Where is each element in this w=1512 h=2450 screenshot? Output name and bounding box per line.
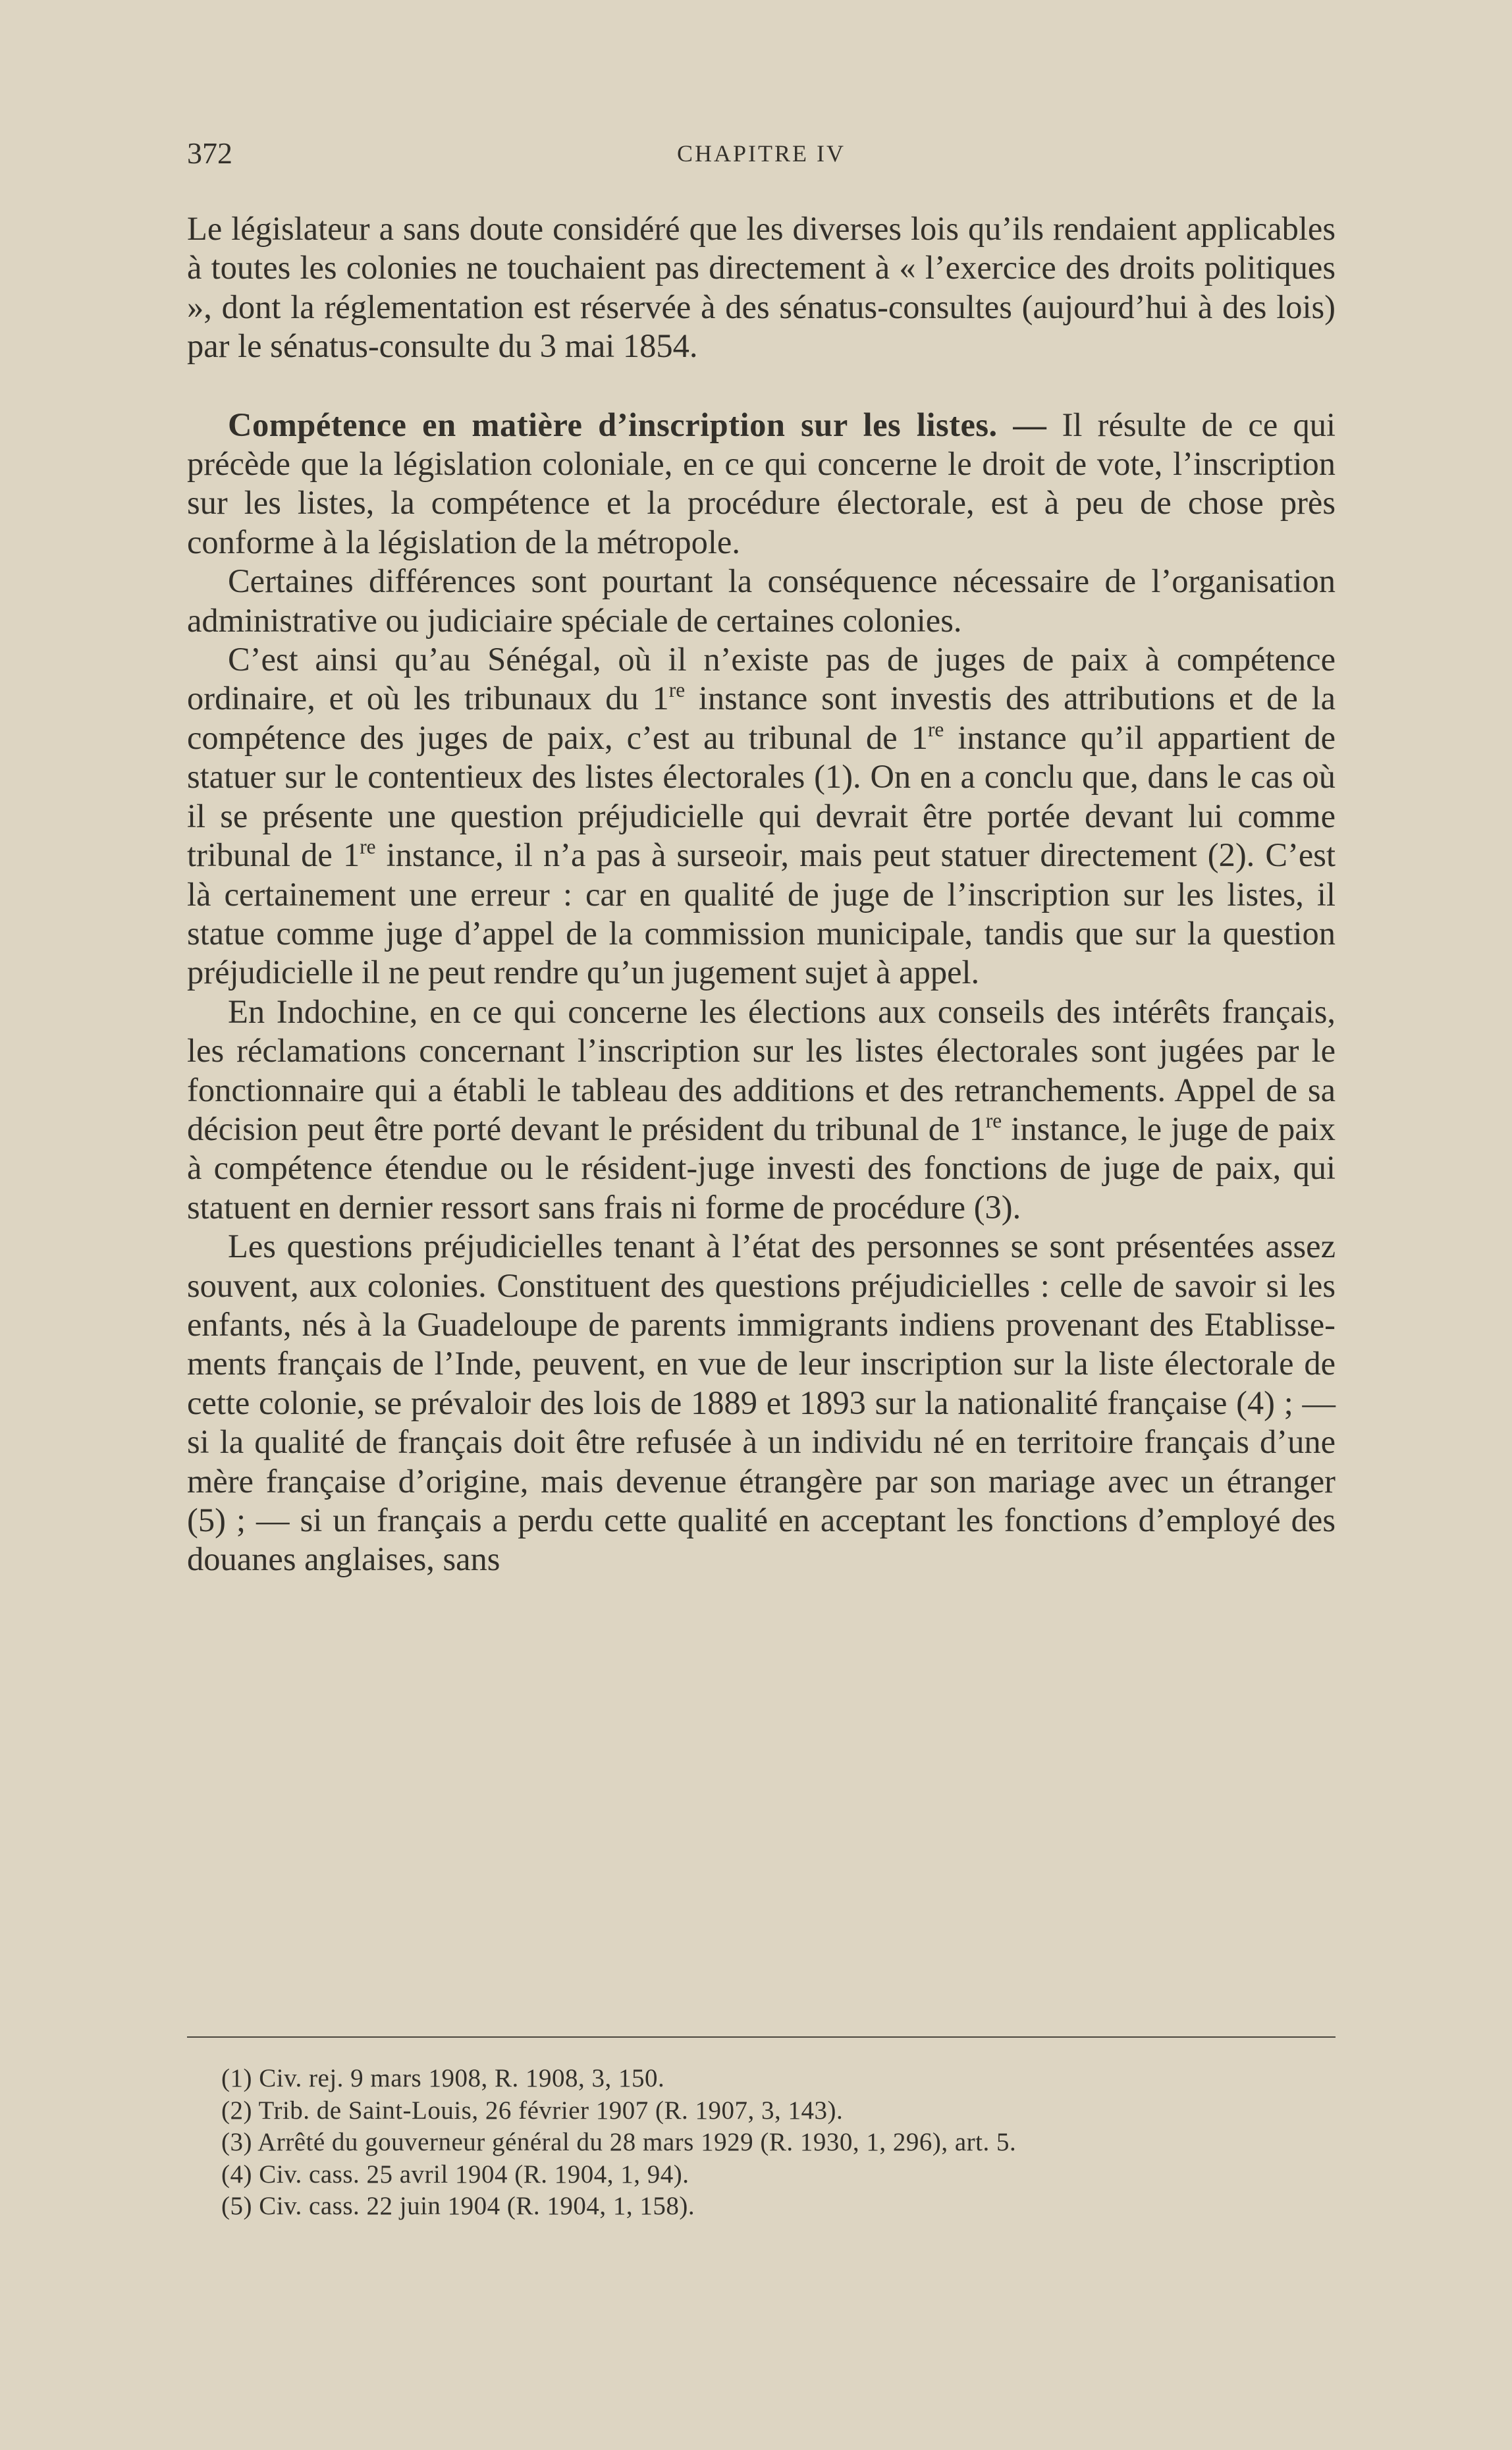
footnote: (3) Arrêté du gouverneur général du 28 mars 1929 (R. 1930, 1, 296), art. 5. [221, 2128, 1017, 2156]
body-text [187, 209, 1336, 1579]
paragraph-text: Il résulte de ce qui précède que la législation coloniale, en ce qui concerne le droit de vote, l’inscription sur les listes, la compétence et la procédure électorale, est à peu de chose près conforme à la législation de la métropole. [187, 406, 1336, 560]
section-heading: Compétence en matière d’inscription sur les listes. — [228, 406, 1047, 443]
ordinal-suffix: re [668, 678, 686, 702]
footnote: (4) Civ. cass. 25 avril 1904 (R. 1904, 1, 94). [221, 2160, 689, 2189]
footnote: (1) Civ. rej. 9 mars 1908, R. 1908, 3, 150. [221, 2064, 665, 2092]
paragraph: Le législateur a sans doute considéré que les diverses lois qu’ils rendaient applicables à toutes les colonies ne touchaient pas directement à « l’exercice des droits politiques », dont la réglementation est réservée à des sénatus-consultes (aujourd’hui à des lois) par le sénatus-consulte du 3 mai 1854. [187, 210, 1336, 365]
paragraph [187, 993, 1336, 1227]
text-run: instance sont investis des attributions et de la compétence des juges de paix, c’est au tribunal de 1 [187, 680, 1336, 756]
ordinal-suffix: re [927, 718, 944, 742]
footnote: (5) Civ. cass. 22 juin 1904 (R. 1904, 1, 158). [221, 2192, 695, 2220]
page-header [187, 136, 1336, 182]
footnote: (2) Trib. de Saint-Louis, 26 février 1907 (R. 1907, 3, 143). [221, 2096, 844, 2125]
ordinal-suffix: re [360, 835, 376, 859]
section-paragraph [187, 406, 1336, 562]
footnote-rule [187, 2036, 1336, 2038]
text-run: instance qu’il appartient de statuer sur le contentieux des listes électorales (1). On en a conclu que, dans le cas où il se présente une question préjudicielle qui devrait être portée devant lui comme tribunal de 1 [187, 719, 1336, 874]
paragraph: Les questions préjudicielles tenant à l’état des personnes se sont présentées assez souvent, aux colonies. Constituent des questions préjudicielles : celle de savoir si les enfants, nés à la Guadeloupe de parents immigrants indiens provenant des Etablissements français de l’Inde, peuvent, en vue de leur inscription sur la liste électorale de cette colonie, se prévaloir des lois de 1889 et 1893 sur la nationalité française (4) ; — si la qualité de français doit être refusée à un individu né en territoire français d’une mère française d’origine, mais devenue étrangère par son mariage avec un étranger (5) ; — si un français a perdu cette qualité en acceptant les fonctions d’employé des douanes anglaises, sans [187, 1228, 1336, 1578]
running-head: CHAPITRE IV [677, 140, 846, 167]
footnotes [221, 2063, 1341, 2223]
paragraph [187, 640, 1336, 993]
ordinal-suffix: re [985, 1109, 1002, 1133]
page-number: 372 [187, 136, 232, 170]
text-run: C’est ainsi qu’au Sénégal, où il n’existe pas de juges de paix à compétence ordinaire, et où les tribunaux du 1 [187, 641, 1336, 717]
text-run: instance, il n’a pas à surseoir, mais peut statuer directement (2). C’est là certainement une erreur : car en qualité de juge de l’inscription sur les listes, il statue comme juge d’appel de la commission municipale, tandis que sur la question préjudicielle il ne peut rendre qu’un jugement sujet à appel. [187, 836, 1336, 991]
text-run: En Indochine, en ce qui concerne les élections aux conseils des intérêts français, les réclamations concernant l’inscription sur les listes électorales sont jugées par le fonctionnaire qui a établi le tableau des additions et des retranchements. Appel de sa décision peut être porté devant le président du tribunal de 1 [187, 993, 1336, 1147]
paragraph: Certaines différences sont pourtant la conséquence nécessaire de l’organisation administrative ou judiciaire spéciale de certaines colonies. [187, 562, 1336, 639]
text-run: instance, le juge de paix à compétence étendue ou le résident-juge investi des fonctions de juge de paix, qui statuent en dernier ressort sans frais ni forme de procédure (3). [187, 1110, 1336, 1226]
